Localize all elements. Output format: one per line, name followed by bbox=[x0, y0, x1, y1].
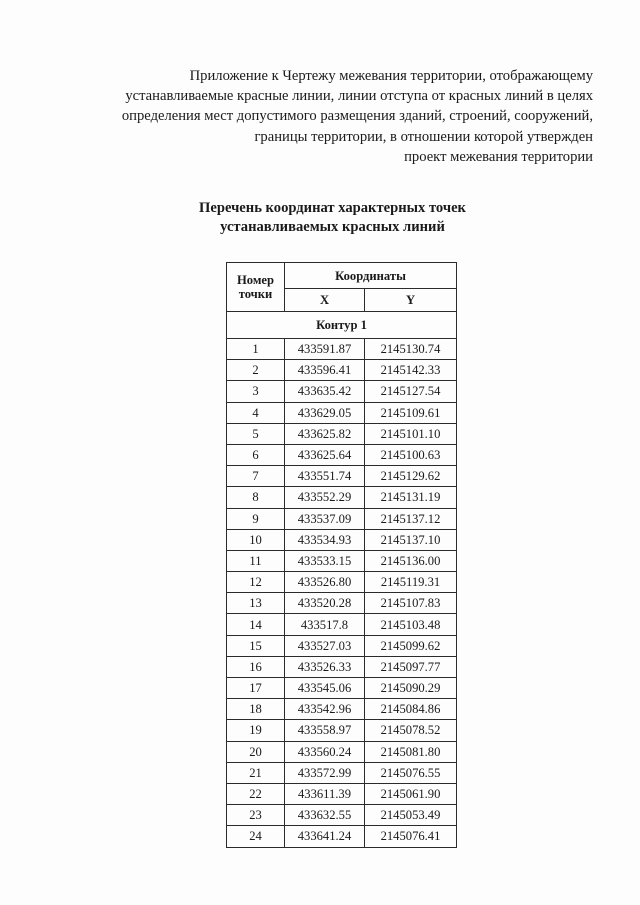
point-number-cell: 16 bbox=[227, 656, 285, 677]
y-coordinate-cell: 2145103.48 bbox=[365, 614, 457, 635]
x-coordinate-cell: 433625.82 bbox=[285, 423, 365, 444]
y-coordinate-cell: 2145076.41 bbox=[365, 826, 457, 847]
appendix-line: устанавливаемые красные линии, линии отступа от красных линий в целях bbox=[125, 88, 593, 105]
table-row bbox=[227, 487, 457, 508]
x-coordinate-cell: 433558.97 bbox=[285, 720, 365, 741]
y-coordinate-cell: 2145109.61 bbox=[365, 402, 457, 423]
x-coordinate-cell: 433533.15 bbox=[285, 550, 365, 571]
point-number-cell: 3 bbox=[227, 381, 285, 402]
point-number-cell: 22 bbox=[227, 783, 285, 804]
table-row bbox=[227, 614, 457, 635]
table-row bbox=[227, 783, 457, 804]
table-row bbox=[227, 635, 457, 656]
table-row bbox=[227, 720, 457, 741]
appendix-note bbox=[60, 66, 593, 167]
contour-row bbox=[227, 312, 457, 339]
table-row bbox=[227, 529, 457, 550]
point-number-cell: 10 bbox=[227, 529, 285, 550]
point-number-cell: 18 bbox=[227, 699, 285, 720]
x-coordinate-cell: 433625.64 bbox=[285, 444, 365, 465]
y-coordinate-cell: 2145090.29 bbox=[365, 678, 457, 699]
y-coordinate-cell: 2145131.19 bbox=[365, 487, 457, 508]
point-number-cell: 14 bbox=[227, 614, 285, 635]
x-coordinate-cell: 433560.24 bbox=[285, 741, 365, 762]
x-coordinate-cell: 433641.24 bbox=[285, 826, 365, 847]
point-number-cell: 19 bbox=[227, 720, 285, 741]
table-row bbox=[227, 508, 457, 529]
document-title bbox=[120, 199, 545, 238]
appendix-line: проект межевания территории bbox=[404, 148, 593, 165]
y-coordinate-cell: 2145084.86 bbox=[365, 699, 457, 720]
point-number-header: Номер точки bbox=[227, 263, 285, 312]
y-coordinate-cell: 2145137.10 bbox=[365, 529, 457, 550]
y-coordinate-cell: 2145101.10 bbox=[365, 423, 457, 444]
point-number-cell: 12 bbox=[227, 572, 285, 593]
x-coordinate-cell: 433537.09 bbox=[285, 508, 365, 529]
y-coordinate-cell: 2145130.74 bbox=[365, 339, 457, 360]
point-number-cell: 11 bbox=[227, 550, 285, 571]
x-coordinate-cell: 433542.96 bbox=[285, 699, 365, 720]
x-coordinate-cell: 433572.99 bbox=[285, 762, 365, 783]
x-coordinate-cell: 433596.41 bbox=[285, 360, 365, 381]
point-number-cell: 13 bbox=[227, 593, 285, 614]
y-coordinate-cell: 2145097.77 bbox=[365, 656, 457, 677]
y-coordinate-cell: 2145142.33 bbox=[365, 360, 457, 381]
table-row bbox=[227, 402, 457, 423]
contour-label: Контур 1 bbox=[227, 312, 457, 339]
point-number-cell: 5 bbox=[227, 423, 285, 444]
y-coordinate-cell: 2145137.12 bbox=[365, 508, 457, 529]
appendix-line: Приложение к Чертежу межевания территории, отображающему bbox=[189, 68, 593, 84]
coordinates-header: Координаты bbox=[285, 263, 457, 289]
point-number-cell: 24 bbox=[227, 826, 285, 847]
table-row bbox=[227, 741, 457, 762]
x-coordinate-cell: 433520.28 bbox=[285, 593, 365, 614]
x-coordinate-cell: 433526.80 bbox=[285, 572, 365, 593]
x-coordinate-cell: 433534.93 bbox=[285, 529, 365, 550]
y-coordinate-cell: 2145053.49 bbox=[365, 805, 457, 826]
table-row bbox=[227, 656, 457, 677]
table-row bbox=[227, 423, 457, 444]
x-coordinate-cell: 433517.8 bbox=[285, 614, 365, 635]
title-line-2: устанавливаемых красных линий bbox=[220, 219, 445, 236]
table-row bbox=[227, 381, 457, 402]
y-coordinate-cell: 2145107.83 bbox=[365, 593, 457, 614]
point-number-cell: 17 bbox=[227, 678, 285, 699]
table-row bbox=[227, 444, 457, 465]
point-number-cell: 8 bbox=[227, 487, 285, 508]
x-coordinate-cell: 433629.05 bbox=[285, 402, 365, 423]
x-column-header: X bbox=[285, 289, 365, 312]
y-coordinate-cell: 2145100.63 bbox=[365, 444, 457, 465]
point-number-cell: 6 bbox=[227, 444, 285, 465]
table-row bbox=[227, 572, 457, 593]
point-number-cell: 4 bbox=[227, 402, 285, 423]
y-coordinate-cell: 2145078.52 bbox=[365, 720, 457, 741]
x-coordinate-cell: 433527.03 bbox=[285, 635, 365, 656]
y-coordinate-cell: 2145119.31 bbox=[365, 572, 457, 593]
point-number-cell: 1 bbox=[227, 339, 285, 360]
x-coordinate-cell: 433611.39 bbox=[285, 783, 365, 804]
x-coordinate-cell: 433551.74 bbox=[285, 466, 365, 487]
y-coordinate-cell: 2145099.62 bbox=[365, 635, 457, 656]
table-row bbox=[227, 826, 457, 847]
point-number-cell: 2 bbox=[227, 360, 285, 381]
y-column-header: Y bbox=[365, 289, 457, 312]
x-coordinate-cell: 433545.06 bbox=[285, 678, 365, 699]
table-row bbox=[227, 593, 457, 614]
x-coordinate-cell: 433526.33 bbox=[285, 656, 365, 677]
point-number-cell: 9 bbox=[227, 508, 285, 529]
y-coordinate-cell: 2145061.90 bbox=[365, 783, 457, 804]
y-coordinate-cell: 2145081.80 bbox=[365, 741, 457, 762]
coordinates-table bbox=[226, 262, 457, 848]
point-number-cell: 15 bbox=[227, 635, 285, 656]
y-coordinate-cell: 2145136.00 bbox=[365, 550, 457, 571]
coordinates-table-body bbox=[227, 312, 457, 848]
point-number-cell: 20 bbox=[227, 741, 285, 762]
y-coordinate-cell: 2145127.54 bbox=[365, 381, 457, 402]
x-coordinate-cell: 433591.87 bbox=[285, 339, 365, 360]
table-row bbox=[227, 762, 457, 783]
y-coordinate-cell: 2145129.62 bbox=[365, 466, 457, 487]
table-row bbox=[227, 360, 457, 381]
table-row bbox=[227, 339, 457, 360]
point-number-cell: 7 bbox=[227, 466, 285, 487]
point-number-cell: 23 bbox=[227, 805, 285, 826]
title-line-1: Перечень координат характерных точек bbox=[199, 200, 466, 216]
table-row bbox=[227, 466, 457, 487]
x-coordinate-cell: 433635.42 bbox=[285, 381, 365, 402]
table-row bbox=[227, 550, 457, 571]
table-row bbox=[227, 805, 457, 826]
table-row bbox=[227, 678, 457, 699]
table-row bbox=[227, 699, 457, 720]
appendix-line: границы территории, в отношении которой утвержден bbox=[254, 128, 593, 145]
y-coordinate-cell: 2145076.55 bbox=[365, 762, 457, 783]
x-coordinate-cell: 433552.29 bbox=[285, 487, 365, 508]
x-coordinate-cell: 433632.55 bbox=[285, 805, 365, 826]
point-number-cell: 21 bbox=[227, 762, 285, 783]
appendix-line: определения мест допустимого размещения зданий, строений, сооружений, bbox=[121, 108, 593, 125]
